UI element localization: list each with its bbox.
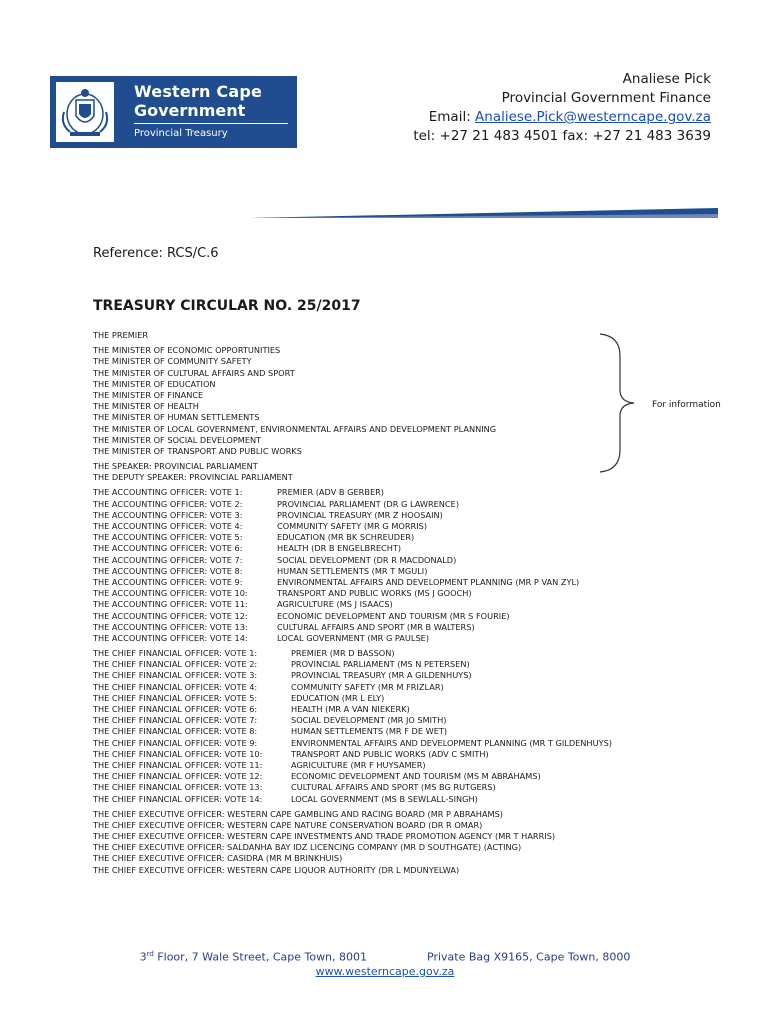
list-item: THE MINISTER OF SOCIAL DEVELOPMENT [93,434,262,445]
vote-holder: COMMUNITY SAFETY (MR M FRIZLAR) [291,681,444,692]
vote-label: THE ACCOUNTING OFFICER: VOTE 10: [93,588,248,599]
vote-holder: LOCAL GOVERNMENT (MR G PAULSE) [277,632,430,643]
list-item: THE CHIEF EXECUTIVE OFFICER: WESTERN CAPE GAMBLING AND RACING BOARD (MR P ABRAHAMS) [93,808,503,819]
vote-holder: PROVINCIAL PARLIAMENT (MS N PETERSEN) [291,659,470,670]
vote-label: THE ACCOUNTING OFFICER: VOTE 1: [93,487,243,498]
footer-address [0,950,770,964]
footer-website [0,965,770,978]
vote-label: THE ACCOUNTING OFFICER: VOTE 3: [93,509,243,520]
list-item: THE MINISTER OF EDUCATION [93,378,216,389]
vote-label: THE ACCOUNTING OFFICER: VOTE 9: [93,576,243,587]
list-item: THE MINISTER OF CULTURAL AFFAIRS AND SPORT [93,367,295,378]
floor-number: 3 [139,950,147,964]
vote-label: THE ACCOUNTING OFFICER: VOTE 4: [93,521,243,531]
vote-holder: AGRICULTURE (MS J ISAACS) [277,599,393,610]
contact-unit: Provincial Government Finance [501,90,711,106]
list-item [93,738,612,749]
vote-label: THE CHIEF FINANCIAL OFFICER: VOTE 10: [93,748,263,759]
vote-holder: EDUCATION (MR BK SCHREUDER) [277,532,415,543]
list-item: THE MINISTER OF COMMUNITY SAFETY [93,356,252,367]
list-item [93,633,612,644]
list-item [93,760,612,771]
list-item [93,599,612,610]
list-item: THE CHIEF EXECUTIVE OFFICER: WESTERN CAPE LIQUOR AUTHORITY (DR L MDUNYELWA) [93,864,460,875]
list-item [93,771,612,782]
vote-holder: TRANSPORT AND PUBLIC WORKS (ADV C SMITH) [291,748,489,759]
vote-holder: PROVINCIAL TREASURY (MR A GILDENHUYS) [291,670,472,681]
website-link[interactable]: www.westerncape.gov.za [315,965,455,978]
vote-label: THE CHIEF FINANCIAL OFFICER: VOTE 14: [93,793,263,804]
list-item: THE CHIEF EXECUTIVE OFFICER: SALDANHA BAY IDZ LICENCING COMPANY (MR D SOUTHGATE) (ACTING) [93,842,522,853]
vote-holder: AGRICULTURE (MR F HUYSAMER) [291,759,426,770]
vote-label: THE ACCOUNTING OFFICER: VOTE 6: [93,543,243,554]
vote-holder: ENVIRONMENTAL AFFAIRS AND DEVELOPMENT PLANNING (MR P VAN ZYL) [277,576,580,587]
list-item [93,532,612,543]
list-item [93,487,612,498]
list-item [93,715,612,726]
list-item [93,555,612,566]
list-item: THE PREMIER [93,330,149,340]
vote-holder: SOCIAL DEVELOPMENT (DR R MACDONALD) [277,554,457,565]
vote-holder: PREMIER (MR D BASSON) [291,648,395,659]
email-label: Email: [428,109,476,125]
vote-label: THE ACCOUNTING OFFICER: VOTE 8: [93,565,243,576]
list-item: THE MINISTER OF TRANSPORT AND PUBLIC WORKS [93,445,302,456]
list-item [93,794,612,805]
vote-holder: EDUCATION (MR L ELY) [291,692,385,703]
list-item: THE MINISTER OF ECONOMIC OPPORTUNITIES [93,345,281,356]
vote-holder: ENVIRONMENTAL AFFAIRS AND DEVELOPMENT PLANNING (MR T GILDENHUYS) [291,737,612,748]
for-information-label: For information [652,400,721,410]
list-item [93,577,612,588]
vote-label: THE CHIEF FINANCIAL OFFICER: VOTE 1: [93,648,258,659]
vote-holder: HEALTH (MR A VAN NIEKERK) [291,704,410,714]
list-item [93,670,612,681]
list-item [93,704,612,715]
list-item [93,749,612,760]
vote-holder: LOCAL GOVERNMENT (MS B SEWLALL-SINGH) [291,793,478,804]
vote-holder: ECONOMIC DEVELOPMENT AND TOURISM (MR S FOURIE) [277,610,510,621]
vote-label: THE CHIEF FINANCIAL OFFICER: VOTE 4: [93,681,258,692]
vote-holder: PREMIER (ADV B GERBER) [277,487,385,498]
email-link[interactable]: Analiese.Pick@westerncape.gov.za [475,109,711,125]
vote-label: THE CHIEF FINANCIAL OFFICER: VOTE 7: [93,715,258,726]
vote-holder: CULTURAL AFFAIRS AND SPORT (MR B WALTERS) [277,621,475,632]
coat-of-arms-icon [56,82,114,142]
reference-line: Reference: RCS/C.6 [93,246,219,261]
vote-label: THE CHIEF FINANCIAL OFFICER: VOTE 3: [93,670,258,681]
vote-label: THE CHIEF FINANCIAL OFFICER: VOTE 13: [93,782,263,793]
vote-holder: CULTURAL AFFAIRS AND SPORT (MS BG RUTGERS) [291,782,496,793]
vote-holder: PROVINCIAL TREASURY (MR Z HOOSAIN) [277,509,443,520]
list-item: THE MINISTER OF FINANCE [93,389,204,400]
vote-holder: HUMAN SETTLEMENTS (MR T MGULI) [277,565,428,576]
list-item [93,659,612,670]
list-item: THE CHIEF EXECUTIVE OFFICER: WESTERN CAPE NATURE CONSERVATION BOARD (DR R OMAR) [93,819,483,830]
circular-title: TREASURY CIRCULAR NO. 25/2017 [93,298,361,314]
vote-label: THE ACCOUNTING OFFICER: VOTE 7: [93,554,243,565]
floor-superscript: rd [146,950,154,958]
org-name-line1: Western Cape [134,82,263,101]
vote-label: THE CHIEF FINANCIAL OFFICER: VOTE 11: [93,759,263,770]
vote-label: THE ACCOUNTING OFFICER: VOTE 5: [93,532,243,543]
street-address: Floor, 7 Wale Street, Cape Town, 8001 [153,950,368,964]
list-item: THE MINISTER OF HUMAN SETTLEMENTS [93,412,260,423]
vote-label: THE CHIEF FINANCIAL OFFICER: VOTE 12: [93,771,263,782]
header-swoosh-divider [0,200,770,226]
vote-holder: TRANSPORT AND PUBLIC WORKS (MS J GOOCH) [277,588,472,599]
ministers-list [93,330,612,876]
vote-label: THE ACCOUNTING OFFICER: VOTE 12: [93,610,248,621]
list-item [93,543,612,554]
list-item: THE DEPUTY SPEAKER: PROVINCIAL PARLIAMENT [93,472,293,483]
postal-address: Private Bag X9165, Cape Town, 8000 [427,950,631,964]
vote-holder: SOCIAL DEVELOPMENT (MR JO SMITH) [291,715,447,726]
vote-holder: HEALTH (DR B ENGELBRECHT) [277,543,402,554]
list-item [93,499,612,510]
list-item [93,566,612,577]
department-name: Provincial Treasury [134,128,228,139]
list-item [93,611,612,622]
vote-label: THE CHIEF FINANCIAL OFFICER: VOTE 8: [93,726,258,737]
vote-label: THE CHIEF FINANCIAL OFFICER: VOTE 6: [93,704,258,714]
contact-name: Analiese Pick [622,71,711,87]
vote-label: THE CHIEF FINANCIAL OFFICER: VOTE 2: [93,659,258,670]
list-item [93,693,612,704]
list-item [93,648,612,659]
vote-label: THE ACCOUNTING OFFICER: VOTE 11: [93,599,248,610]
list-item: THE SPEAKER: PROVINCIAL PARLIAMENT [93,461,258,472]
contact-email-line [429,108,711,127]
vote-label: THE ACCOUNTING OFFICER: VOTE 14: [93,632,248,643]
list-item: THE CHIEF EXECUTIVE OFFICER: CASIDRA (MR M BRINKHUIS) [93,853,343,864]
contact-phone: tel: +27 21 483 4501 fax: +27 21 483 3639 [413,128,711,144]
list-item [93,510,612,521]
vote-holder: HUMAN SETTLEMENTS (MR F DE WET) [291,726,448,737]
vote-label: THE CHIEF FINANCIAL OFFICER: VOTE 5: [93,692,258,703]
list-item [93,521,612,532]
logo-divider [134,123,288,124]
curly-brace-icon [598,332,642,474]
list-item [93,588,612,599]
vote-label: THE CHIEF FINANCIAL OFFICER: VOTE 9: [93,737,258,748]
list-item [93,682,612,693]
list-item: THE MINISTER OF HEALTH [93,401,199,412]
list-item: THE CHIEF EXECUTIVE OFFICER: WESTERN CAPE INVESTMENTS AND TRADE PROMOTION AGENCY (MR T HARRIS) [93,831,556,842]
vote-label: THE ACCOUNTING OFFICER: VOTE 2: [93,498,243,509]
vote-holder: COMMUNITY SAFETY (MR G MORRIS) [277,521,428,531]
vote-holder: PROVINCIAL PARLIAMENT (DR G LAWRENCE) [277,498,460,509]
list-item [93,726,612,737]
org-name-line2: Government [134,101,246,120]
list-item [93,782,612,793]
vote-holder: ECONOMIC DEVELOPMENT AND TOURISM (MS M ABRAHAMS) [291,771,541,782]
list-item [93,622,612,633]
vote-label: THE ACCOUNTING OFFICER: VOTE 13: [93,621,248,632]
government-logo [50,76,297,148]
list-item: THE MINISTER OF LOCAL GOVERNMENT, ENVIRONMENTAL AFFAIRS AND DEVELOPMENT PLANNING [93,423,497,434]
